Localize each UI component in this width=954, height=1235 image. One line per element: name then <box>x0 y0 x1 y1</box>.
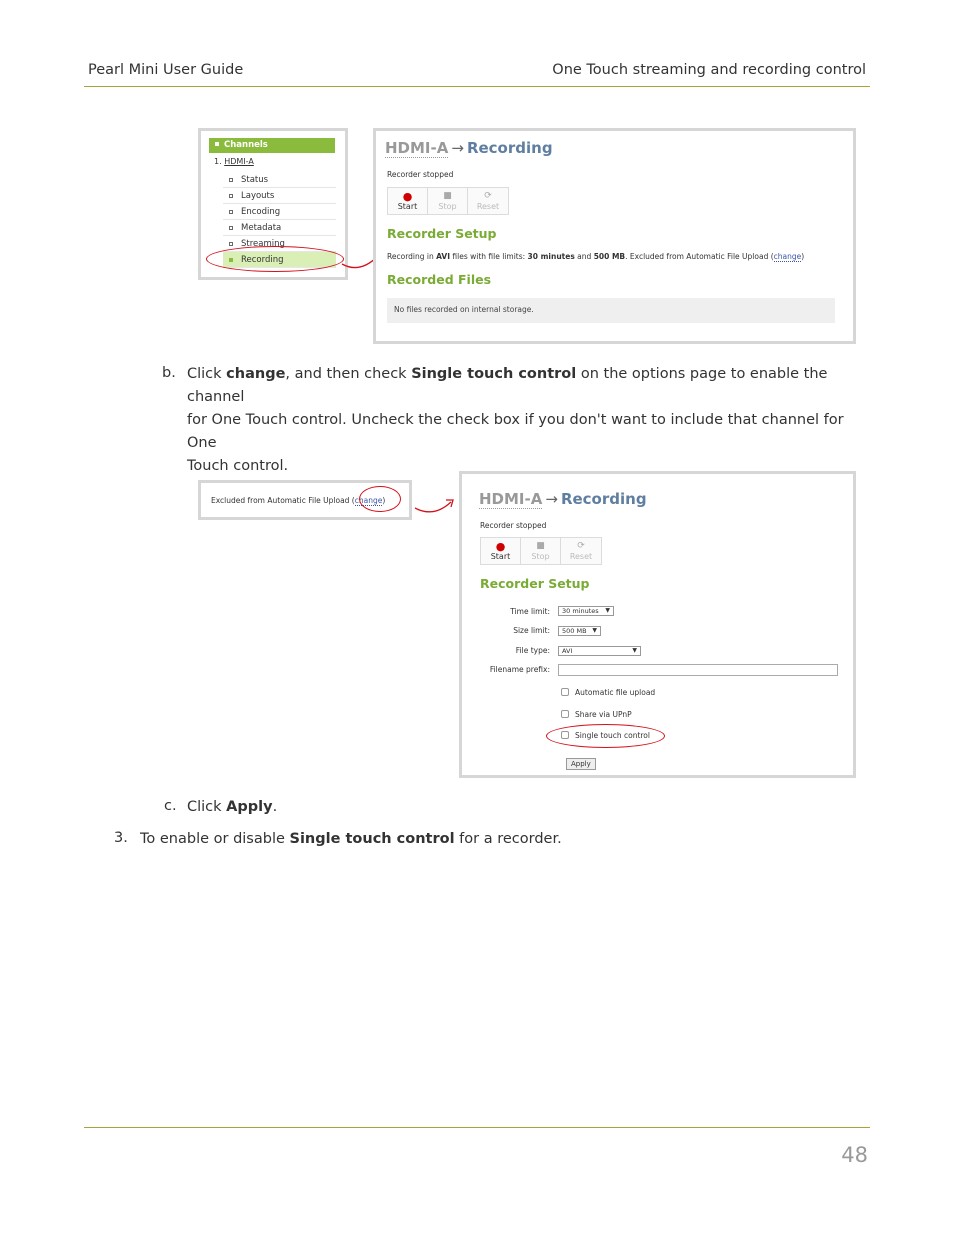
change-link[interactable]: change <box>773 252 802 261</box>
recording-pane-screenshot <box>373 128 856 344</box>
single-touch-option[interactable]: Single touch control <box>561 731 650 740</box>
step-b-text: Click change, and then check Single touch control on the options page to enable the channel for One Touch control. Uncheck the check box if you don't want to include that channel for One Touch control. <box>187 366 844 474</box>
dropdown-arrow-icon: ▼ <box>605 607 610 614</box>
time-limit-select[interactable]: 30 minutes ▼ <box>558 606 614 616</box>
filename-prefix-label: Filename prefix: <box>489 665 550 674</box>
recorder-controls <box>480 537 602 565</box>
recorder-setup-heading: Recorder Setup <box>480 576 590 591</box>
annotation-oval-recording <box>206 246 344 272</box>
recorded-files-heading: Recorded Files <box>387 272 492 287</box>
annotation-arrow-2 <box>412 494 456 516</box>
apply-button[interactable]: Apply <box>566 758 596 770</box>
reset-button[interactable]: ⟳ Reset <box>561 538 601 564</box>
dropdown-arrow-icon: ▼ <box>592 627 597 634</box>
step-c-text: Click Apply. <box>187 799 278 815</box>
size-limit-label: Size limit: <box>513 626 550 635</box>
channels-heading: Channels <box>209 138 335 153</box>
stop-button[interactable]: ■ Stop <box>428 188 468 214</box>
upnp-checkbox[interactable] <box>561 710 569 718</box>
annotation-oval-change <box>359 486 401 512</box>
record-dot-icon: ● <box>495 540 506 553</box>
auto-upload-option[interactable]: Automatic file upload <box>561 688 655 697</box>
time-limit-label: Time limit: <box>510 607 550 616</box>
page-title: HDMI-A → Recording <box>385 139 553 157</box>
start-button[interactable]: ● Start <box>388 188 428 214</box>
recorder-setup-heading: Recorder Setup <box>387 226 497 241</box>
recorded-files-empty: No files recorded on internal storage. <box>387 298 835 323</box>
recorder-controls <box>387 187 509 215</box>
footer-rule <box>84 1127 870 1128</box>
header-doc-title: Pearl Mini User Guide <box>88 62 244 78</box>
step-3-text: To enable or disable Single touch control for a recorder. <box>140 831 562 847</box>
auto-upload-checkbox[interactable] <box>561 688 569 696</box>
channel-link-hdmi-a[interactable]: 1. HDMI-A <box>214 157 254 166</box>
excluded-upload-text: Excluded from Automatic File Upload (change) <box>211 496 386 505</box>
stop-square-icon: ■ <box>536 541 545 551</box>
menu-item-layouts[interactable]: Layouts <box>223 188 336 204</box>
menu-item-recording[interactable]: Recording <box>223 252 336 268</box>
file-type-label: File type: <box>515 646 550 655</box>
recorder-status: Recorder stopped <box>480 521 547 530</box>
filename-prefix-input[interactable] <box>558 664 838 676</box>
page-number: 48 <box>841 1143 868 1167</box>
recorder-status: Recorder stopped <box>387 170 454 179</box>
step-3-marker: 3. <box>114 830 128 846</box>
menu-item-streaming[interactable]: Streaming <box>223 236 336 252</box>
upnp-option[interactable]: Share via UPnP <box>561 710 632 719</box>
step-b-marker: b. <box>162 365 176 381</box>
stop-button[interactable]: ■ Stop <box>521 538 561 564</box>
stop-square-icon: ■ <box>443 191 452 201</box>
change-link[interactable]: change <box>354 496 383 505</box>
reset-button[interactable]: ⟳ Reset <box>468 188 508 214</box>
page-title: HDMI-A → Recording <box>479 490 647 508</box>
header-rule <box>84 86 870 87</box>
step-c-marker: c. <box>164 798 177 814</box>
refresh-icon: ⟳ <box>484 191 492 201</box>
file-type-select[interactable]: AVI ▼ <box>558 646 641 656</box>
size-limit-select[interactable]: 500 MB ▼ <box>558 626 601 636</box>
annotation-oval-single-touch <box>546 724 665 748</box>
dropdown-arrow-icon: ▼ <box>632 647 637 654</box>
menu-item-encoding[interactable]: Encoding <box>223 204 336 220</box>
menu-item-metadata[interactable]: Metadata <box>223 220 336 236</box>
recorder-setup-summary: Recording in AVI files with file limits: 30 minutes and 500 MB. Excluded from Automatic File Upload (change) <box>387 252 805 261</box>
start-button[interactable]: ● Start <box>481 538 521 564</box>
refresh-icon: ⟳ <box>577 541 585 551</box>
record-dot-icon: ● <box>402 190 413 203</box>
header-chapter-title: One Touch streaming and recording control <box>552 62 866 78</box>
menu-item-status[interactable]: Status <box>223 172 336 188</box>
